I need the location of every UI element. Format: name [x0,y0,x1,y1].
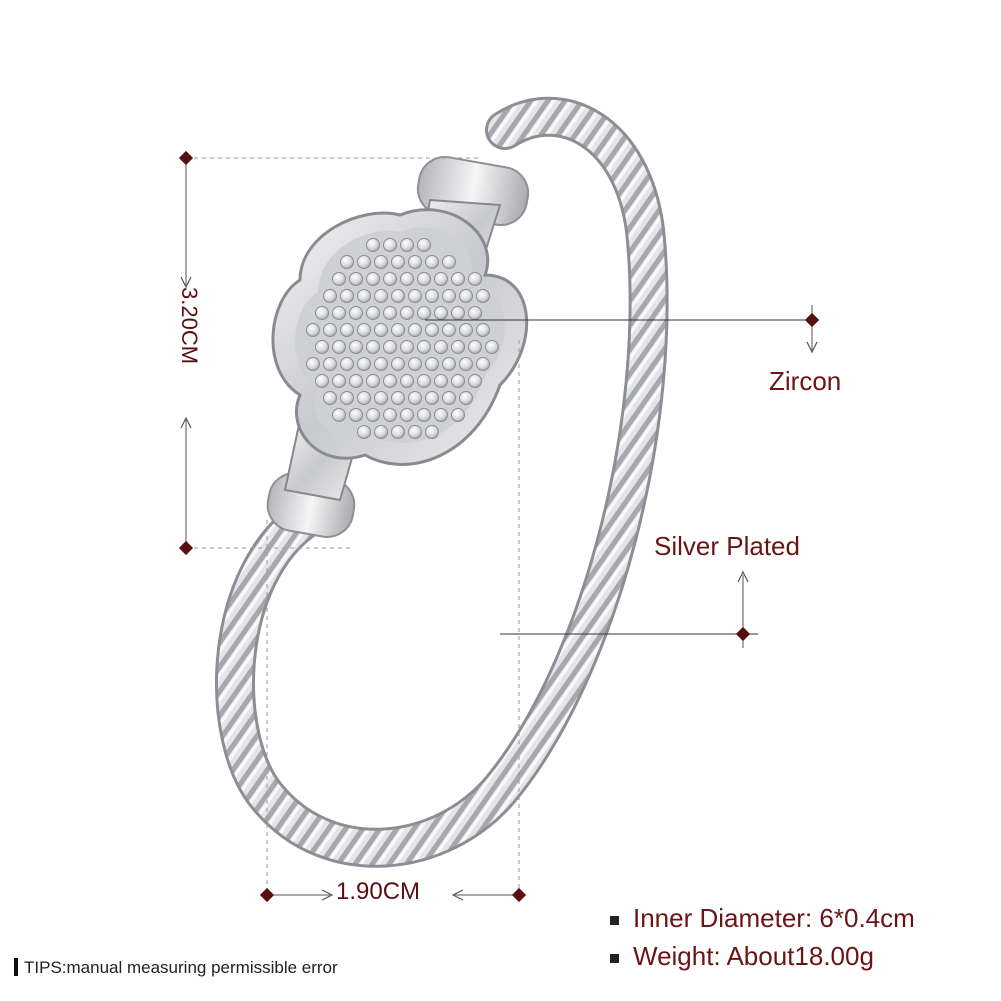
zircon-stone [401,273,414,286]
zircon-stone [452,341,465,354]
zircon-stone [307,324,320,337]
zircon-stone [401,409,414,422]
zircon-stone [443,290,456,303]
zircon-stone [469,273,482,286]
zircon-stone [375,290,388,303]
tips-note [14,958,338,978]
zircon-stone [409,426,422,439]
zircon-stone [401,375,414,388]
zircon-stone [409,358,422,371]
zircon-stone [316,375,329,388]
zircon-stone [418,341,431,354]
zircon-stone [469,307,482,320]
zircon-stone [426,426,439,439]
zircon-stone [392,256,405,269]
zircon-stone [452,273,465,286]
zircon-stone [435,273,448,286]
zircon-stone [358,426,371,439]
zircon-stone [358,392,371,405]
zircon-stone [418,273,431,286]
zircon-stone [341,324,354,337]
zircon-stone [324,358,337,371]
zircon-stone [384,375,397,388]
zircon-stone [460,290,473,303]
zircon-stone [384,239,397,252]
zircon-stone [375,256,388,269]
zircon-stone [435,307,448,320]
zircon-stone [375,324,388,337]
zircon-stone [460,324,473,337]
zircon-stone [443,256,456,269]
spec-text: Inner Diameter: 6*0.4cm [633,903,915,933]
zircon-stone [426,392,439,405]
zircon-stone [350,375,363,388]
zircon-stone [316,307,329,320]
zircon-stone [358,324,371,337]
zircon-stone [350,409,363,422]
zircon-stone [452,409,465,422]
spec-weight [610,941,874,972]
zircon-stone [341,392,354,405]
bullet-icon [610,916,619,925]
zircon-stone [469,375,482,388]
zircon-stone [426,358,439,371]
zircon-stone [341,290,354,303]
zircon-stone [486,341,499,354]
zircon-stone [375,358,388,371]
zircon-stone [324,290,337,303]
zircon-stone [316,341,329,354]
zircon-stone [384,409,397,422]
width-dimension-label: 1.90CM [336,878,421,905]
bullet-icon [610,954,619,963]
zircon-stone [409,256,422,269]
zircon-stone [392,426,405,439]
zircon-stone [324,324,337,337]
zircon-stone [333,273,346,286]
zircon-stone [409,392,422,405]
zircon-stone [452,307,465,320]
zircon-stone [426,290,439,303]
zircon-stone [358,358,371,371]
zircon-stone [367,375,380,388]
zircon-stone [375,392,388,405]
zircon-stone [460,392,473,405]
zircon-stone [375,426,388,439]
zircon-stone [333,409,346,422]
zircon-stone [426,256,439,269]
zircon-stone [350,273,363,286]
spec-inner-diameter [610,903,915,934]
zircon-stone [409,290,422,303]
zircon-stone [324,392,337,405]
zircon-stone [341,256,354,269]
zircon-stone [341,358,354,371]
zircon-stone [401,307,414,320]
zircon-stone [435,409,448,422]
zircon-stone [333,341,346,354]
zircon-stone [367,273,380,286]
zircon-stone [401,341,414,354]
tips-text: TIPS:manual measuring permissible error [24,958,338,977]
zircon-stone [384,341,397,354]
zircon-stone [418,375,431,388]
zircon-stone [384,273,397,286]
zircon-stone [477,324,490,337]
silver-plated-label: Silver Plated [654,531,800,561]
zircon-stone [418,307,431,320]
zircon-stone [333,375,346,388]
zircon-stone [426,324,439,337]
zircon-stone [477,290,490,303]
zircon-stone [392,324,405,337]
zircon-stone [443,324,456,337]
zircon-stone [384,307,397,320]
zircon-stone [392,290,405,303]
zircon-stone [333,307,346,320]
zircon-stone [392,358,405,371]
zircon-stone [367,307,380,320]
zircon-label: Zircon [769,366,842,396]
zircon-stone [409,324,422,337]
zircon-stone [367,341,380,354]
zircon-stone [443,358,456,371]
height-dimension-label: 3.20CM [177,287,202,365]
zircon-stone [418,409,431,422]
zircon-stone [469,341,482,354]
zircon-stone [460,358,473,371]
zircon-stone [435,375,448,388]
zircon-stone [367,239,380,252]
zircon-stone [358,256,371,269]
zircon-stone [358,290,371,303]
zircon-stone [350,307,363,320]
zircon-stone [443,392,456,405]
zircon-stone [307,358,320,371]
zircon-stone [350,341,363,354]
spec-text: Weight: About18.00g [633,941,874,971]
zircon-stone [418,239,431,252]
zircon-stone [392,392,405,405]
zircon-stone [452,375,465,388]
zircon-stone [435,341,448,354]
tips-bar-icon [14,958,18,976]
zircon-stone [477,358,490,371]
zircon-stone [367,409,380,422]
zircon-stone [401,239,414,252]
